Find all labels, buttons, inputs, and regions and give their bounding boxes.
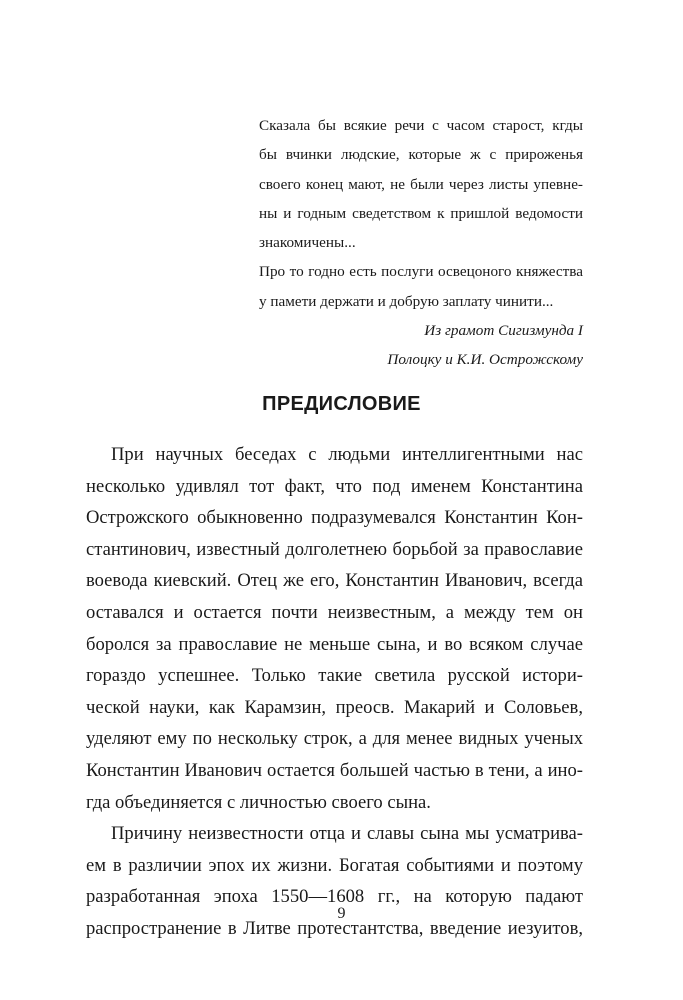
paragraph-line: При научных беседах с людьми интеллигентными нас [111, 444, 583, 465]
paragraph-line: оставался и остается почти неизвестным, а между тем он [86, 601, 583, 623]
epigraph-line: своего конец мают, не были через листы упевне- [259, 175, 583, 193]
paragraph-line: гораздо успешнее. Только такие светила русской истори- [86, 665, 583, 687]
paragraph-line: ческой науки, как Карамзин, преосв. Макарий и Соловьев, [86, 696, 583, 718]
epigraph-line: ны и годным сведетством к пришлой ведомости [259, 204, 583, 222]
section-heading: ПРЕДИСЛОВИЕ [262, 393, 421, 415]
paragraph-line: стантинович, известный долголетнею борьбой за православие [86, 538, 583, 560]
epigraph [259, 111, 583, 375]
body-text [86, 439, 583, 945]
epigraph-source: Из грамот Сигизмунда I [424, 322, 583, 340]
epigraph-line: Сказала бы всякие речи с часом старост, кгды [259, 117, 583, 134]
epigraph-line: Про то годно есть послуги освецоного княжества [259, 263, 583, 281]
epigraph-line: у памети держати и добрую заплату чинити... [259, 292, 554, 310]
paragraph-line: несколько удивлял тот факт, что под именем Константина [86, 475, 583, 497]
paragraph-line: распространение в Литве протестантства, введение иезуитов, [86, 917, 583, 939]
paragraph-line: воевода киевский. Отец же его, Константин Иванович, всегда [86, 570, 583, 592]
paragraph-line: уделяют ему по нескольку строк, а для менее видных ученых [86, 728, 583, 750]
paragraph-line: гда объединяется с личностью своего сына. [86, 791, 431, 813]
paragraph-line: разработанная эпоха 1550—1608 гг., на которую падают [86, 886, 583, 908]
paragraph-line: Острожского обыкновенно подразумевался Константин Кон- [86, 507, 583, 529]
paragraph-line: Причину неизвестности отца и славы сына мы усматрива- [111, 823, 583, 845]
epigraph-line: знакомичены... [259, 234, 356, 252]
paragraph-line: ем в различии эпох их жизни. Богатая событиями и поэтому [86, 854, 583, 876]
paragraph-line: боролся за православие не меньше сына, и во всяком случае [86, 633, 583, 655]
page-number: 9 [337, 905, 346, 922]
epigraph-source: Полоцку и К.И. Острожскому [387, 351, 583, 369]
epigraph-line: бы вчинки людские, которые ж с прироженья [259, 146, 583, 164]
paragraph-line: Константин Иванович остается большей частью в тени, а ино- [86, 759, 583, 781]
